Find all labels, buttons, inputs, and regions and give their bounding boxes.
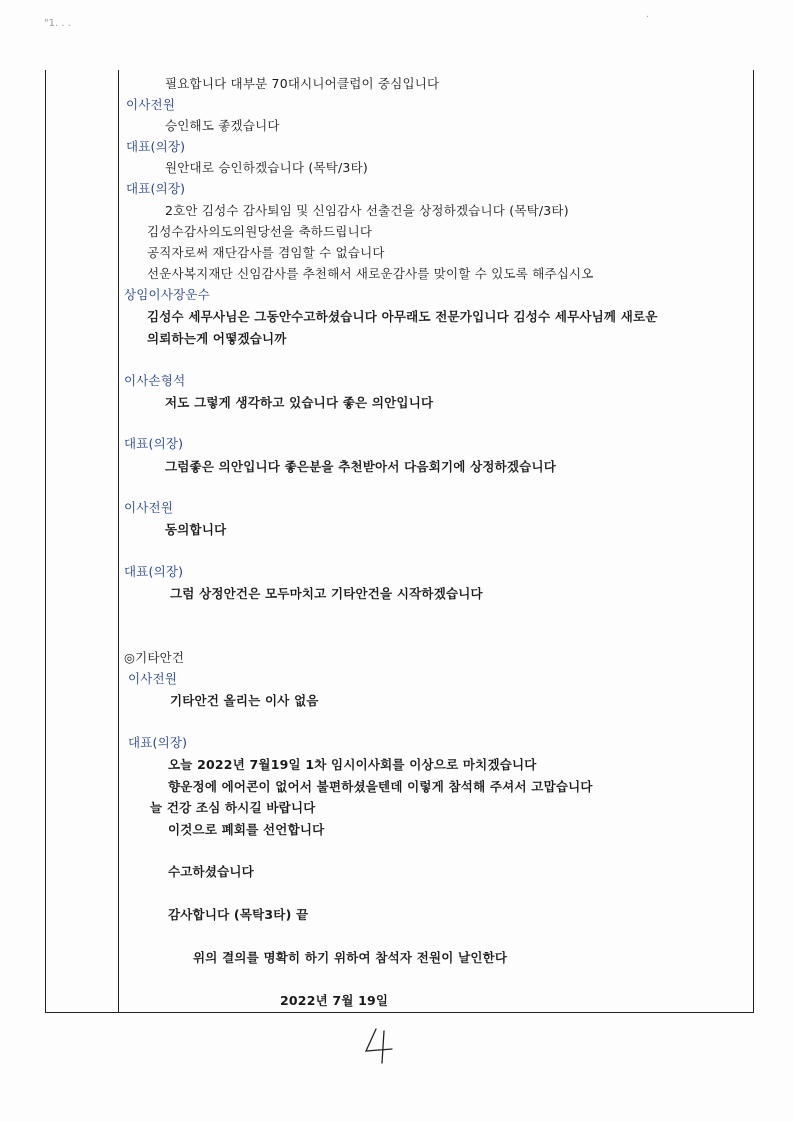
text-line: 원안대로 승인하겠습니다 (목탁/3타) xyxy=(165,160,368,175)
text-line: 김성수 세무사님은 그동안수고하셨습니다 아무래도 전문가입니다 김성수 세무사님께 새로운 xyxy=(147,309,658,324)
text-line: 동의합니다 xyxy=(165,522,227,537)
column-divider xyxy=(118,70,119,1012)
speaker-label: 상임이사장운수 xyxy=(124,287,210,302)
text-line: 수고하셨습니다 xyxy=(168,864,254,879)
text-line: 그럼 상정안건은 모두마치고 기타안건을 시작하겠습니다 xyxy=(170,586,483,601)
section-heading: ◎기타안건 xyxy=(124,650,185,665)
text-line: 필요합니다 대부분 70대시니어클럽이 중심입니다 xyxy=(165,76,440,91)
speaker-label: 이사손형석 xyxy=(124,373,186,388)
speaker-label: 이사전원 xyxy=(126,97,176,112)
speaker-label: 대표(의장) xyxy=(126,139,186,154)
text-line: 김성수감사의도의원당선을 축하드립니다 xyxy=(147,224,373,239)
text-line: 향운정에 에어콘이 없어서 불편하셨을텐데 이렇게 참석해 주셔서 고맙습니다 xyxy=(168,779,593,794)
document-date: 2022년 7월 19일 xyxy=(280,993,389,1008)
text-line: 오늘 2022년 7월19일 1차 임시이사회를 이상으로 마치겠습니다 xyxy=(168,757,537,772)
text-line: 승인해도 좋겠습니다 xyxy=(165,118,280,133)
text-line: 선운사복지재단 신임감사를 추천해서 새로운감사를 맞이할 수 있도록 해주십시오 xyxy=(147,266,594,281)
speaker-label: 대표(의장) xyxy=(124,564,184,579)
text-line: 2호안 김성수 감사퇴임 및 신임감사 선출건을 상정하겠습니다 (목탁/3타) xyxy=(165,203,569,218)
scan-mark-right: · xyxy=(646,12,650,23)
text-line: 저도 그렇게 생각하고 있습니다 좋은 의안입니다 xyxy=(165,395,434,410)
text-line: 의뢰하는게 어떻겠습니까 xyxy=(147,331,287,346)
resolution-statement: 위의 결의를 명확히 하기 위하여 참석자 전원이 날인한다 xyxy=(193,950,508,965)
speaker-label: 이사전원 xyxy=(124,500,174,515)
speaker-label: 이사전원 xyxy=(128,671,178,686)
text-line: 그럼좋은 의안입니다 좋은분을 추천받아서 다음회기에 상정하겠습니다 xyxy=(165,459,557,474)
scan-mark-left: "1. . . xyxy=(44,18,71,29)
speaker-label: 대표(의장) xyxy=(126,181,186,196)
text-line: 기타안건 올리는 이사 없음 xyxy=(170,693,319,708)
text-line: 공직자로써 재단감사를 겸임할 수 없습니다 xyxy=(147,245,385,260)
text-line: 감사합니다 (목탁3타) 끝 xyxy=(168,907,309,922)
speaker-label: 대표(의장) xyxy=(124,436,184,451)
text-line: 이것으로 폐회를 선언합니다 xyxy=(168,822,325,837)
speaker-label: 대표(의장) xyxy=(128,735,188,750)
handwritten-page-mark xyxy=(362,1025,402,1065)
text-line: 늘 건강 조심 하시길 바랍니다 xyxy=(150,800,316,815)
